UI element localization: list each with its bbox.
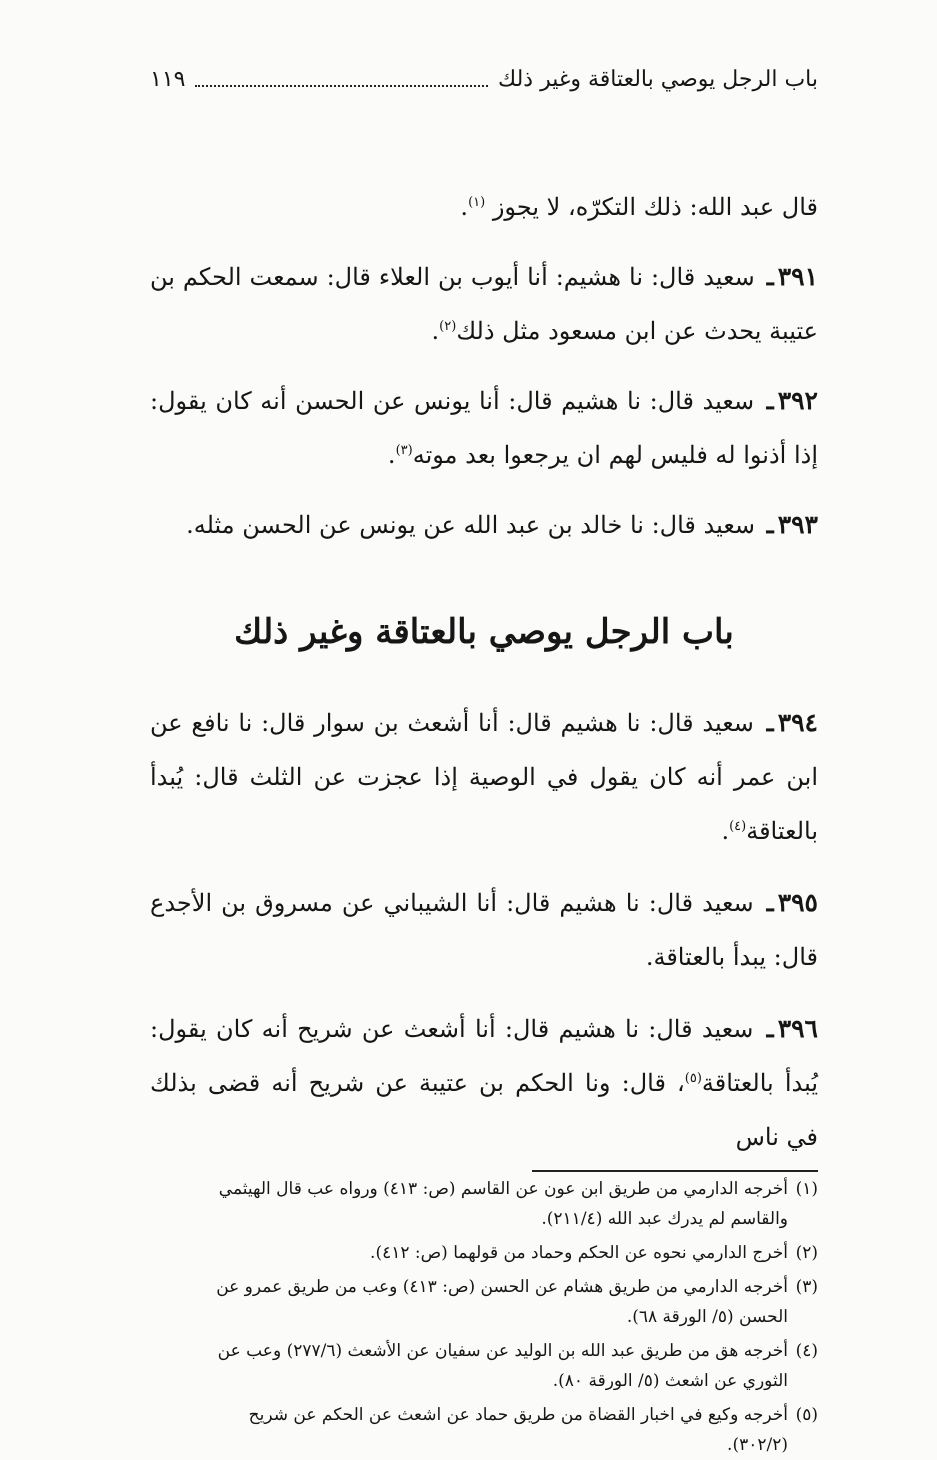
footnote-ref: (٤) bbox=[729, 819, 747, 834]
footnote-text: أخرج الدارمي نحوه عن الحكم وحماد من قولهما (ص: ٤١٢). bbox=[370, 1243, 788, 1263]
footnote-text: أخرجه هق من طريق عبد الله بن الوليد عن سفيان عن الأشعث (٢٧٧/٦) وعب عن bbox=[217, 1341, 788, 1361]
footnote-text: أخرجه وكيع في اخبار القضاة من طريق حماد عن اشعث عن الحكم عن شريح bbox=[248, 1405, 788, 1425]
paragraph-text: سعيد قال: نا هشيم قال: أنا أشعث عن شريح أنه كان يقول: يُبدأ بالعتاقة bbox=[150, 1015, 819, 1097]
footnote-text-continued: الحسن (٥/ الورقة ٦٨). bbox=[626, 1307, 788, 1327]
footnote-3 bbox=[150, 1272, 818, 1332]
paragraph-number: ٣٩٢ bbox=[777, 386, 818, 415]
paragraph-392: ٣٩٢ـ سعيد قال: نا هشيم قال: أنا يونس عن الحسن أنه كان يقول: إذا أذنوا له فليس لهم ان يرجعوا بعد موته$^{(٣)}$. bbox=[150, 386, 818, 469]
paragraph-text: سعيد قال: نا هشيم قال: أنا الشيباني عن مسروق بن الأجدع قال: يبدأ بالعتاقة. bbox=[150, 889, 818, 971]
paragraph-number: ٣٩٤ bbox=[777, 708, 818, 737]
paragraph-395 bbox=[150, 876, 818, 984]
dash: ـ bbox=[766, 708, 774, 737]
footnote-number: (٥) bbox=[795, 1405, 818, 1425]
paragraph-391: ٣٩١ـ سعيد قال: نا هشيم: أنا أيوب بن العلاء قال: سمعت الحكم بن عتيبة يحدث عن ابن مسعود مثل ذلك$^{(٢)}$. bbox=[150, 262, 819, 345]
paragraph-394: ٣٩٤ـ سعيد قال: نا هشيم قال: أنا أشعث بن سوار قال: نا نافع عن ابن عمر أنه كان يقول في الوصية إذا عجزت عن الثلث قال: يُبدأ بالعتاقة$^{(٤)}$. bbox=[150, 708, 818, 845]
footnote-text: أخرجه الدارمي من طريق هشام عن الحسن (ص: ٤١٣) وعب من طريق عمرو عن bbox=[216, 1277, 788, 1297]
dash: ـ bbox=[766, 262, 774, 291]
book-page bbox=[150, 62, 819, 1455]
paragraph-number: ٣٩٥ bbox=[777, 888, 818, 917]
paragraph-text: قال عبد الله: ذلك التكرّه، لا يجوز bbox=[492, 193, 818, 221]
footnote-text: أخرجه الدارمي من طريق ابن عون عن القاسم (ص: ٤١٣) ورواه عب قال الهيثمي bbox=[218, 1179, 788, 1199]
dash: ـ bbox=[766, 888, 774, 917]
footnote-2 bbox=[150, 1238, 818, 1268]
footnote-ref: (١) bbox=[468, 195, 486, 210]
footnote-5 bbox=[150, 1400, 818, 1460]
footnotes bbox=[150, 1174, 818, 1460]
paragraph-text: سعيد قال: نا هشيم قال: أنا أشعث بن سوار قال: نا نافع عن ابن عمر أنه كان يقول في الوصية إذا عجزت عن الثلث قال: يُبدأ بالعتاقة bbox=[150, 709, 818, 845]
paragraph-text: سعيد قال: نا خالد بن عبد الله عن يونس عن الحسن مثله. bbox=[186, 511, 756, 539]
running-head bbox=[150, 62, 818, 98]
paragraph-text: سعيد قال: نا هشيم: أنا أيوب بن العلاء قال: سمعت الحكم بن عتيبة يحدث عن ابن مسعود مثل ذلك bbox=[150, 263, 818, 345]
footnote-text-continued: والقاسم لم يدرك عبد الله (٢١١/٤). bbox=[541, 1209, 788, 1229]
footnote-number: (١) bbox=[795, 1179, 818, 1199]
footnote-text-continued: الثوري عن اشعث (٥/ الورقة ٨٠). bbox=[552, 1371, 788, 1391]
paragraph-number: ٣٩١ bbox=[777, 262, 819, 291]
dash: ـ bbox=[766, 386, 774, 415]
footnote-separator bbox=[532, 1170, 818, 1172]
paragraph-number: ٣٩٦ bbox=[777, 1014, 818, 1043]
page-number: ١١٩ bbox=[150, 67, 186, 92]
running-head-title: باب الرجل يوصي بالعتاقة وغير ذلك bbox=[498, 67, 818, 92]
dash: ـ bbox=[766, 510, 774, 539]
footnote-number: (٤) bbox=[795, 1341, 818, 1361]
paragraph-396 bbox=[150, 1002, 818, 1164]
footnote-ref: (٥) bbox=[684, 1071, 702, 1086]
footnote-ref: (٢) bbox=[439, 319, 457, 334]
footnote-1 bbox=[150, 1174, 818, 1234]
footnote-number: (٢) bbox=[795, 1243, 818, 1263]
dash: ـ bbox=[766, 1014, 774, 1043]
footnote-text-continued: (٣٠٢/٢). bbox=[727, 1435, 788, 1455]
running-head-leader-dots bbox=[195, 85, 488, 87]
paragraph-text: سعيد قال: نا هشيم قال: أنا يونس عن الحسن أنه كان يقول: إذا أذنوا له فليس لهم ان يرجعوا بعد موته bbox=[150, 387, 818, 469]
footnote-number: (٣) bbox=[795, 1277, 818, 1297]
footnote-ref: (٣) bbox=[395, 443, 413, 458]
paragraph-continuation: قال عبد الله: ذلك التكرّه، لا يجوز $^{(١)}$. bbox=[460, 193, 818, 221]
footnote-4 bbox=[150, 1336, 818, 1396]
paragraph-text-continued: ، قال: ونا الحكم بن عتيبة عن شريح أنه قضى بذلك في ناس bbox=[150, 1069, 818, 1151]
section-title: باب الرجل يوصي بالعتاقة وغير ذلك bbox=[234, 612, 734, 652]
paragraph-393 bbox=[150, 498, 818, 552]
paragraph-number: ٣٩٣ bbox=[777, 510, 818, 539]
